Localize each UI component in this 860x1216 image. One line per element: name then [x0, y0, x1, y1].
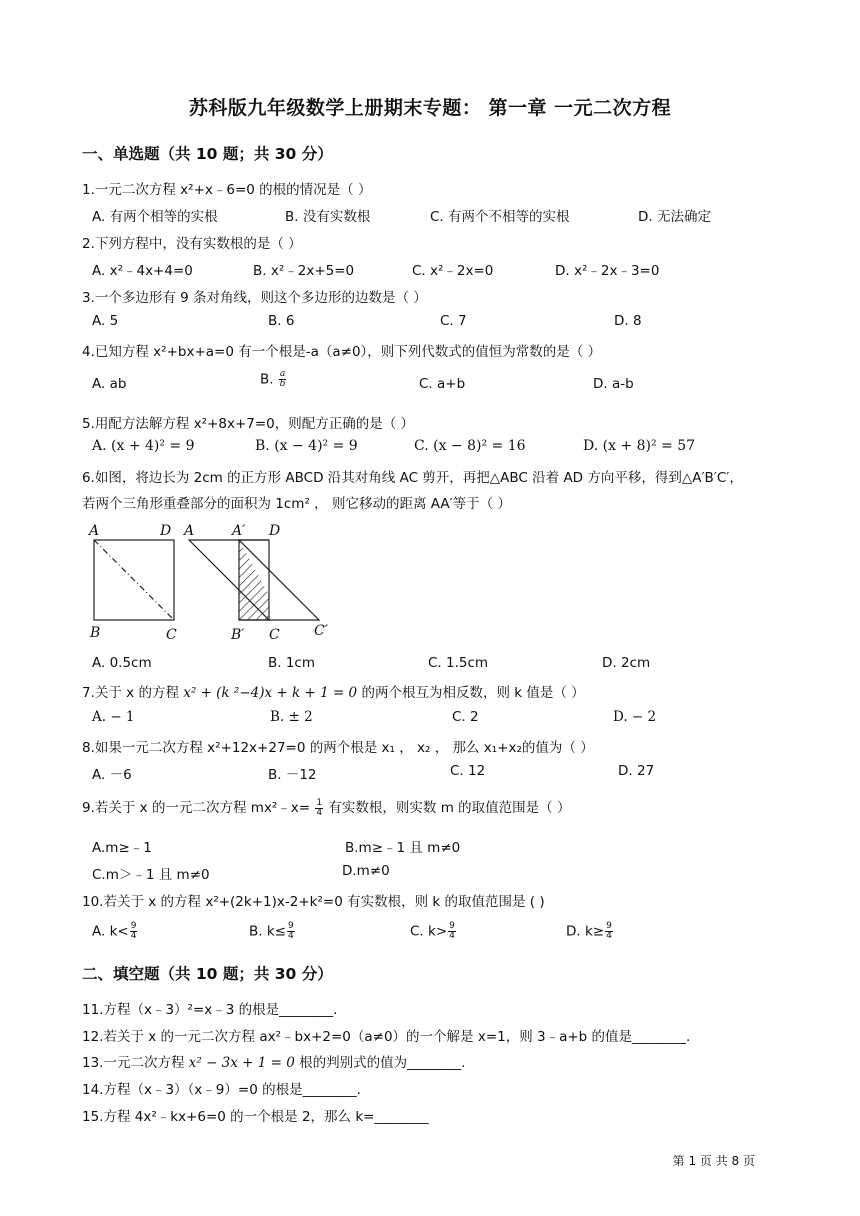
- diagonal-ac: [94, 540, 174, 620]
- q6-option-a: A. 0.5cm: [92, 655, 152, 671]
- q7-option-d: D. − 2: [613, 709, 657, 725]
- question-1-stem: 1.一元二次方程 x²+x﹣6=0 的根的情况是（ ）: [82, 182, 372, 198]
- q6-option-d: D. 2cm: [602, 655, 651, 671]
- q10-option-b: B. k≤ $\frac{9}{4}$: [249, 921, 294, 941]
- label-c-2: C: [269, 627, 280, 643]
- q3-option-c: C. 7: [440, 313, 467, 329]
- q6-option-b: B. 1cm: [268, 655, 316, 671]
- q1-option-d: D. 无法确定: [638, 209, 711, 225]
- q4-option-d: D. a-b: [593, 376, 634, 392]
- label-a-prime: A′: [232, 523, 246, 539]
- question-6-line-2: 若两个三角形重叠部分的面积为 1cm² ， 则它移动的距离 AA′等于（ ）: [82, 496, 511, 512]
- question-14: 14.方程（x﹣3）（x﹣9）=0 的根是________.: [82, 1082, 361, 1098]
- q7-option-b: B. ± 2: [270, 709, 313, 725]
- q9-option-b: B.m≥﹣1 且 m≠0: [345, 840, 461, 856]
- q3-option-b: B. 6: [268, 313, 295, 329]
- question-13: 13.一元二次方程 x² − 3x + 1 = 0 根的判别式的值为________.: [82, 1055, 466, 1071]
- q3-option-a: A. 5: [92, 313, 119, 329]
- q2-option-b: B. x²﹣2x+5=0: [253, 263, 355, 279]
- label-a-2: A: [184, 523, 195, 539]
- q10-option-c: C. k> $\frac{9}{4}$: [410, 921, 455, 941]
- q7-option-c: C. 2: [452, 709, 479, 725]
- label-a: A: [89, 523, 100, 539]
- q2-option-d: D. x²﹣2x﹣3=0: [555, 263, 660, 279]
- question-3-stem: 3.一个多边形有 9 条对角线，则这个多边形的边数是（ ）: [82, 290, 427, 306]
- q9-option-c: C.m＞﹣1 且 m≠0: [92, 867, 210, 883]
- q2-option-c: C. x²﹣2x=0: [412, 263, 494, 279]
- q7-option-a: A. − 1: [92, 709, 135, 725]
- label-d-2: D: [269, 523, 281, 539]
- q5-option-c: C. (x − 8)² = 16: [414, 438, 526, 454]
- question-9-stem: 9.若关于 x 的一元二次方程 mx²﹣x= $\frac{1}{4}$ 有实数根，则实数 m 的取值范围是（ ）: [82, 797, 571, 818]
- question-12: 12.若关于 x 的一元二次方程 ax²﹣bx+2=0（a≠0）的一个解是 x=1，则 3﹣a+b 的值是________.: [82, 1029, 691, 1045]
- question-7-stem: 7.关于 x 的方程 x² + (k ²−4)x + k + 1 = 0 的两个根互为相反数，则 k 值是（ ）: [82, 685, 585, 701]
- q1-option-b: B. 没有实数根: [285, 209, 371, 225]
- q1-option-c: C. 有两个不相等的实根: [430, 209, 570, 225]
- q5-option-b: B. (x − 4)² = 9: [255, 438, 358, 454]
- question-6-line-1: 6.如图，将边长为 2cm 的正方形 ABCD 沿其对角线 AC 剪开，再把△ABC 沿着 AD 方向平移，得到△A′B′C′，: [82, 470, 743, 486]
- question-11: 11.方程（x﹣3）²=x﹣3 的根是________.: [82, 1002, 338, 1018]
- q10-option-a: A. k< $\frac{9}{4}$: [92, 921, 137, 941]
- question-15: 15.方程 4x²﹣kx+6=0 的一个根是 2，那么 k=________: [82, 1109, 429, 1125]
- page-footer: 第 1 页 共 8 页: [672, 1154, 755, 1168]
- section-heading-single-choice: 一、单选题（共 10 题；共 30 分）: [82, 145, 333, 163]
- q4-option-b: B. $\frac{a}{b}$: [260, 369, 286, 389]
- label-c-prime: C′: [314, 623, 328, 639]
- q1-option-a: A. 有两个相等的实根: [92, 209, 218, 225]
- q6-option-c: C. 1.5cm: [428, 655, 489, 671]
- label-b-prime: B′: [231, 627, 245, 643]
- label-c: C: [166, 627, 177, 643]
- q10-option-d: D. k≥ $\frac{9}{4}$: [566, 921, 612, 941]
- q2-option-a: A. x²﹣4x+4=0: [92, 263, 193, 279]
- question-4-stem: 4.已知方程 x²+bx+a=0 有一个根是-a（a≠0），则下列代数式的值恒为常数的是（ ）: [82, 344, 602, 360]
- q9-option-d: D.m≠0: [342, 863, 390, 879]
- q8-option-c: C. 12: [450, 763, 486, 779]
- q6-figure: [84, 520, 344, 645]
- question-2-stem: 2.下列方程中，没有实数根的是（ ）: [82, 236, 302, 252]
- q5-option-a: A. (x + 4)² = 9: [92, 438, 195, 454]
- q4-option-a: A. ab: [92, 376, 127, 392]
- q8-option-a: A. －6: [92, 767, 132, 783]
- section-heading-fill-in: 二、填空题（共 10 题；共 30 分）: [82, 965, 333, 983]
- label-d: D: [160, 523, 172, 539]
- q8-option-b: B. －12: [268, 767, 317, 783]
- page-title: 苏科版九年级数学上册期末专题： 第一章 一元二次方程: [188, 97, 672, 119]
- q5-option-d: D. (x + 8)² = 57: [583, 438, 696, 454]
- question-5-stem: 5.用配方法解方程 x²+8x+7=0，则配方正确的是（ ）: [82, 416, 415, 432]
- label-b: B: [90, 625, 101, 641]
- question-8-stem: 8.如果一元二次方程 x²+12x+27=0 的两个根是 x₁ ， x₂ ， 那么 x₁+x₂的值为（ ）: [82, 740, 594, 756]
- q4-option-c: C. a+b: [419, 376, 466, 392]
- q8-option-d: D. 27: [618, 763, 655, 779]
- question-10-stem: 10.若关于 x 的方程 x²+(2k+1)x-2+k²=0 有实数根，则 k 的取值范围是 ( ): [82, 894, 545, 910]
- q3-option-d: D. 8: [614, 313, 642, 329]
- q9-option-a: A.m≥﹣1: [92, 840, 152, 856]
